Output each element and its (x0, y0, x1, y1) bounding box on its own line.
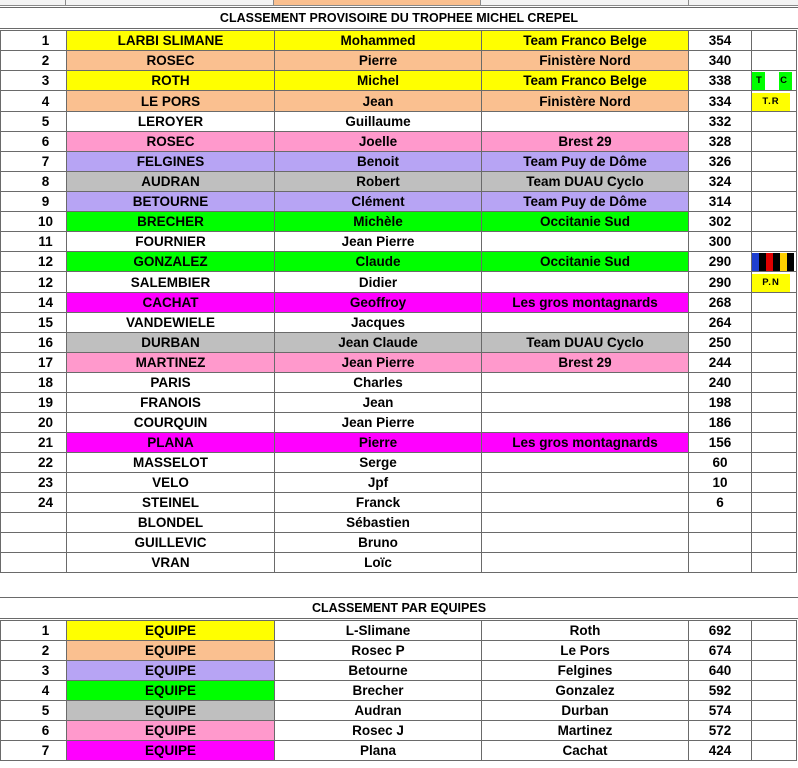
last-name-cell[interactable]: STEINEL (67, 492, 275, 512)
rider2-cell[interactable]: Durban (482, 701, 689, 721)
team-rank-cell[interactable]: 2 (1, 641, 67, 661)
points-cell[interactable]: 10 (689, 472, 752, 492)
last-name-cell[interactable]: LEROYER (67, 111, 275, 131)
ranking-title: CLASSEMENT PROVISOIRE DU TROPHEE MICHEL CREPEL (0, 7, 798, 29)
last-name-cell[interactable]: PLANA (67, 432, 275, 452)
team-cell[interactable] (482, 372, 689, 392)
badge-cell[interactable] (752, 352, 797, 372)
team-points-cell[interactable]: 572 (689, 721, 752, 741)
ranking-row (1, 372, 797, 392)
team-cell[interactable]: Les gros montagnards (482, 292, 689, 312)
first-name-cell[interactable]: Jean Pierre (275, 231, 482, 251)
points-cell[interactable]: 240 (689, 372, 752, 392)
teams-title: CLASSEMENT PAR EQUIPES (0, 597, 798, 619)
badge-cell[interactable] (752, 412, 797, 432)
points-cell[interactable]: 186 (689, 412, 752, 432)
tc-badge: T C (752, 72, 792, 90)
badge-cell[interactable] (752, 292, 797, 312)
team-cell[interactable] (482, 231, 689, 251)
team-empty-cell[interactable] (752, 641, 797, 661)
rider1-cell[interactable]: Plana (275, 741, 482, 761)
team-cell[interactable] (482, 412, 689, 432)
points-cell[interactable]: 314 (689, 191, 752, 211)
team-rank-cell[interactable]: 7 (1, 741, 67, 761)
badge-cell[interactable] (752, 191, 797, 211)
last-name-cell[interactable]: BETOURNE (67, 191, 275, 211)
team-row (1, 661, 797, 681)
team-cell[interactable] (482, 512, 689, 532)
team-cell[interactable]: Team Puy de Dôme (482, 191, 689, 211)
team-empty-cell[interactable] (752, 621, 797, 641)
first-name-cell[interactable]: Sébastien (275, 512, 482, 532)
team-points-cell[interactable]: 692 (689, 621, 752, 641)
ranking-row (1, 71, 797, 91)
ranking-table (0, 30, 797, 573)
rider1-cell[interactable]: Betourne (275, 661, 482, 681)
team-row (1, 741, 797, 761)
rank-cell[interactable]: 19 (1, 392, 67, 412)
points-cell[interactable]: 60 (689, 452, 752, 472)
rank-cell[interactable]: 14 (1, 292, 67, 312)
points-cell[interactable]: 332 (689, 111, 752, 131)
team-cell[interactable]: Occitanie Sud (482, 251, 689, 271)
first-name-cell[interactable]: Jacques (275, 312, 482, 332)
rank-cell[interactable]: 5 (1, 111, 67, 131)
rider2-cell[interactable]: Gonzalez (482, 681, 689, 701)
team-points-cell[interactable]: 424 (689, 741, 752, 761)
badge-cell[interactable] (752, 171, 797, 191)
team-cell[interactable]: Les gros montagnards (482, 432, 689, 452)
ranking-row (1, 51, 797, 71)
tr-badge: T.R (752, 93, 790, 111)
team-label-cell[interactable]: EQUIPE (67, 621, 275, 641)
first-name-cell[interactable]: Didier (275, 272, 482, 292)
points-cell[interactable]: 290 (689, 251, 752, 271)
points-cell[interactable] (689, 552, 752, 572)
badge-cell[interactable] (752, 31, 797, 51)
first-name-cell[interactable]: Michel (275, 71, 482, 91)
ranking-row (1, 31, 797, 51)
team-row (1, 621, 797, 641)
last-name-cell[interactable]: VELO (67, 472, 275, 492)
team-rank-cell[interactable]: 4 (1, 681, 67, 701)
rank-cell[interactable]: 20 (1, 412, 67, 432)
first-name-cell[interactable]: Jean Pierre (275, 352, 482, 372)
first-name-cell[interactable]: Serge (275, 452, 482, 472)
rank-cell[interactable]: 1 (1, 31, 67, 51)
team-cell[interactable] (482, 532, 689, 552)
badge-cell[interactable] (752, 472, 797, 492)
ranking-row (1, 472, 797, 492)
badge-cell[interactable] (752, 332, 797, 352)
rank-cell[interactable]: 4 (1, 91, 67, 111)
rank-cell[interactable]: 12 (1, 272, 67, 292)
team-points-cell[interactable]: 592 (689, 681, 752, 701)
team-cell[interactable]: Finistère Nord (482, 91, 689, 111)
rider2-cell[interactable]: Roth (482, 621, 689, 641)
team-cell[interactable] (482, 492, 689, 512)
ranking-row (1, 512, 797, 532)
last-name-cell[interactable]: COURQUIN (67, 412, 275, 432)
last-name-cell[interactable]: BRECHER (67, 211, 275, 231)
ranking-row (1, 332, 797, 352)
team-points-cell[interactable]: 574 (689, 701, 752, 721)
points-cell[interactable]: 338 (689, 71, 752, 91)
last-name-cell[interactable]: CACHAT (67, 292, 275, 312)
last-name-cell[interactable]: GONZALEZ (67, 251, 275, 271)
badge-cell[interactable] (752, 251, 797, 271)
team-label-cell[interactable]: EQUIPE (67, 681, 275, 701)
last-name-cell[interactable]: FELGINES (67, 151, 275, 171)
badge-cell[interactable] (752, 151, 797, 171)
team-cell[interactable] (482, 552, 689, 572)
badge-cell[interactable] (752, 111, 797, 131)
last-name-cell[interactable]: FRANOIS (67, 392, 275, 412)
rank-cell[interactable]: 21 (1, 432, 67, 452)
last-name-cell[interactable]: BLONDEL (67, 512, 275, 532)
ranking-row (1, 131, 797, 151)
first-name-cell[interactable]: Robert (275, 171, 482, 191)
rider2-cell[interactable]: Le Pors (482, 641, 689, 661)
last-name-cell[interactable]: LE PORS (67, 91, 275, 111)
team-cell[interactable]: Team Franco Belge (482, 71, 689, 91)
team-cell[interactable]: Occitanie Sud (482, 211, 689, 231)
points-cell[interactable]: 326 (689, 151, 752, 171)
rider1-cell[interactable]: Audran (275, 701, 482, 721)
team-rank-cell[interactable]: 5 (1, 701, 67, 721)
first-name-cell[interactable]: Charles (275, 372, 482, 392)
rank-cell[interactable]: 18 (1, 372, 67, 392)
ranking-row (1, 452, 797, 472)
first-name-cell[interactable]: Loïc (275, 552, 482, 572)
rank-cell[interactable]: 6 (1, 131, 67, 151)
points-cell[interactable] (689, 512, 752, 532)
team-cell[interactable] (482, 312, 689, 332)
rank-cell[interactable]: 3 (1, 71, 67, 91)
last-name-cell[interactable]: PARIS (67, 372, 275, 392)
last-name-cell[interactable]: FOURNIER (67, 231, 275, 251)
points-cell[interactable]: 264 (689, 312, 752, 332)
team-cell[interactable]: Brest 29 (482, 352, 689, 372)
ranking-row (1, 272, 797, 292)
rank-cell[interactable]: 23 (1, 472, 67, 492)
points-cell[interactable]: 250 (689, 332, 752, 352)
first-name-cell[interactable]: Geoffroy (275, 292, 482, 312)
badge-cell[interactable] (752, 492, 797, 512)
first-name-cell[interactable]: Pierre (275, 51, 482, 71)
rank-cell[interactable]: 17 (1, 352, 67, 372)
first-name-cell[interactable]: Bruno (275, 532, 482, 552)
ranking-row (1, 392, 797, 412)
badge-cell[interactable] (752, 231, 797, 251)
ranking-row (1, 352, 797, 372)
points-cell[interactable]: 328 (689, 131, 752, 151)
rank-cell[interactable]: 16 (1, 332, 67, 352)
team-rank-cell[interactable]: 6 (1, 721, 67, 741)
team-row (1, 641, 797, 661)
team-cell[interactable] (482, 452, 689, 472)
rank-cell[interactable]: 12 (1, 251, 67, 271)
team-points-cell[interactable]: 674 (689, 641, 752, 661)
badge-cell[interactable] (752, 211, 797, 231)
first-name-cell[interactable]: Pierre (275, 432, 482, 452)
team-empty-cell[interactable] (752, 661, 797, 681)
last-name-cell[interactable]: LARBI SLIMANE (67, 31, 275, 51)
ranking-row (1, 412, 797, 432)
rider2-cell[interactable]: Martinez (482, 721, 689, 741)
rank-cell[interactable]: 22 (1, 452, 67, 472)
team-label-cell[interactable]: EQUIPE (67, 721, 275, 741)
ranking-row (1, 91, 797, 111)
ranking-row (1, 151, 797, 171)
rank-cell[interactable]: 7 (1, 151, 67, 171)
team-label-cell[interactable]: EQUIPE (67, 741, 275, 761)
teams-table (0, 620, 797, 761)
rank-cell[interactable]: 15 (1, 312, 67, 332)
team-empty-cell[interactable] (752, 741, 797, 761)
badge-cell[interactable] (752, 131, 797, 151)
flag-icon (752, 253, 794, 271)
rank-cell[interactable]: 8 (1, 171, 67, 191)
column-strip (0, 0, 798, 6)
badge-cell[interactable] (752, 272, 797, 292)
ranking-row (1, 171, 797, 191)
last-name-cell[interactable]: ROSEC (67, 131, 275, 151)
team-rank-cell[interactable]: 1 (1, 621, 67, 641)
points-cell[interactable]: 6 (689, 492, 752, 512)
first-name-cell[interactable]: Benoit (275, 151, 482, 171)
team-cell[interactable] (482, 111, 689, 131)
points-cell[interactable]: 334 (689, 91, 752, 111)
ranking-row (1, 251, 797, 271)
points-cell[interactable]: 156 (689, 432, 752, 452)
rank-cell[interactable]: 9 (1, 191, 67, 211)
points-cell[interactable]: 268 (689, 292, 752, 312)
team-cell[interactable]: Brest 29 (482, 131, 689, 151)
ranking-row (1, 211, 797, 231)
last-name-cell[interactable]: MASSELOT (67, 452, 275, 472)
ranking-row (1, 292, 797, 312)
rank-cell[interactable] (1, 532, 67, 552)
ranking-row (1, 111, 797, 131)
points-cell[interactable]: 324 (689, 171, 752, 191)
points-cell[interactable]: 198 (689, 392, 752, 412)
points-cell[interactable]: 290 (689, 272, 752, 292)
first-name-cell[interactable]: Jean (275, 91, 482, 111)
first-name-cell[interactable]: Michèle (275, 211, 482, 231)
points-cell[interactable]: 302 (689, 211, 752, 231)
rider1-cell[interactable]: L-Slimane (275, 621, 482, 641)
last-name-cell[interactable]: DURBAN (67, 332, 275, 352)
ranking-row (1, 231, 797, 251)
team-row (1, 681, 797, 701)
team-cell[interactable]: Team DUAU Cyclo (482, 171, 689, 191)
badge-cell[interactable] (752, 552, 797, 572)
first-name-cell[interactable]: Jpf (275, 472, 482, 492)
rider2-cell[interactable]: Cachat (482, 741, 689, 761)
first-name-cell[interactable]: Joelle (275, 131, 482, 151)
points-cell[interactable]: 300 (689, 231, 752, 251)
pn-badge: P.N (752, 274, 790, 292)
rank-cell[interactable]: 11 (1, 231, 67, 251)
last-name-cell[interactable]: GUILLEVIC (67, 532, 275, 552)
first-name-cell[interactable]: Jean Pierre (275, 412, 482, 432)
rank-cell[interactable]: 24 (1, 492, 67, 512)
team-cell[interactable]: Team Puy de Dôme (482, 151, 689, 171)
points-cell[interactable]: 340 (689, 51, 752, 71)
rank-cell[interactable]: 2 (1, 51, 67, 71)
team-cell[interactable]: Team DUAU Cyclo (482, 332, 689, 352)
ranking-row (1, 432, 797, 452)
first-name-cell[interactable]: Guillaume (275, 111, 482, 131)
team-empty-cell[interactable] (752, 681, 797, 701)
first-name-cell[interactable]: Jean Claude (275, 332, 482, 352)
first-name-cell[interactable]: Franck (275, 492, 482, 512)
last-name-cell[interactable]: SALEMBIER (67, 272, 275, 292)
team-empty-cell[interactable] (752, 721, 797, 741)
last-name-cell[interactable]: AUDRAN (67, 171, 275, 191)
team-cell[interactable]: Team Franco Belge (482, 31, 689, 51)
badge-cell[interactable] (752, 312, 797, 332)
first-name-cell[interactable]: Claude (275, 251, 482, 271)
team-points-cell[interactable]: 640 (689, 661, 752, 681)
badge-cell[interactable] (752, 91, 797, 111)
badge-cell[interactable] (752, 432, 797, 452)
team-cell[interactable] (482, 472, 689, 492)
ranking-row (1, 532, 797, 552)
last-name-cell[interactable]: VANDEWIELE (67, 312, 275, 332)
first-name-cell[interactable]: Clément (275, 191, 482, 211)
ranking-row (1, 492, 797, 512)
team-cell[interactable]: Finistère Nord (482, 51, 689, 71)
badge-cell[interactable] (752, 532, 797, 552)
rider1-cell[interactable]: Brecher (275, 681, 482, 701)
rank-cell[interactable] (1, 552, 67, 572)
team-cell[interactable] (482, 272, 689, 292)
team-label-cell[interactable]: EQUIPE (67, 661, 275, 681)
team-label-cell[interactable]: EQUIPE (67, 641, 275, 661)
last-name-cell[interactable]: VRAN (67, 552, 275, 572)
points-cell[interactable]: 354 (689, 31, 752, 51)
team-rank-cell[interactable]: 3 (1, 661, 67, 681)
last-name-cell[interactable]: ROTH (67, 71, 275, 91)
badge-cell[interactable] (752, 372, 797, 392)
team-row (1, 721, 797, 741)
team-label-cell[interactable]: EQUIPE (67, 701, 275, 721)
badge-cell[interactable] (752, 452, 797, 472)
first-name-cell[interactable]: Jean (275, 392, 482, 412)
team-cell[interactable] (482, 392, 689, 412)
first-name-cell[interactable]: Mohammed (275, 31, 482, 51)
last-name-cell[interactable]: ROSEC (67, 51, 275, 71)
badge-cell[interactable] (752, 71, 797, 91)
ranking-row (1, 552, 797, 572)
badge-cell[interactable] (752, 392, 797, 412)
rider1-cell[interactable]: Rosec J (275, 721, 482, 741)
badge-cell[interactable] (752, 512, 797, 532)
points-cell[interactable]: 244 (689, 352, 752, 372)
rider1-cell[interactable]: Rosec P (275, 641, 482, 661)
rider2-cell[interactable]: Felgines (482, 661, 689, 681)
last-name-cell[interactable]: MARTINEZ (67, 352, 275, 372)
rank-cell[interactable] (1, 512, 67, 532)
ranking-row (1, 191, 797, 211)
team-row (1, 701, 797, 721)
rank-cell[interactable]: 10 (1, 211, 67, 231)
team-empty-cell[interactable] (752, 701, 797, 721)
ranking-row (1, 312, 797, 332)
points-cell[interactable] (689, 532, 752, 552)
badge-cell[interactable] (752, 51, 797, 71)
